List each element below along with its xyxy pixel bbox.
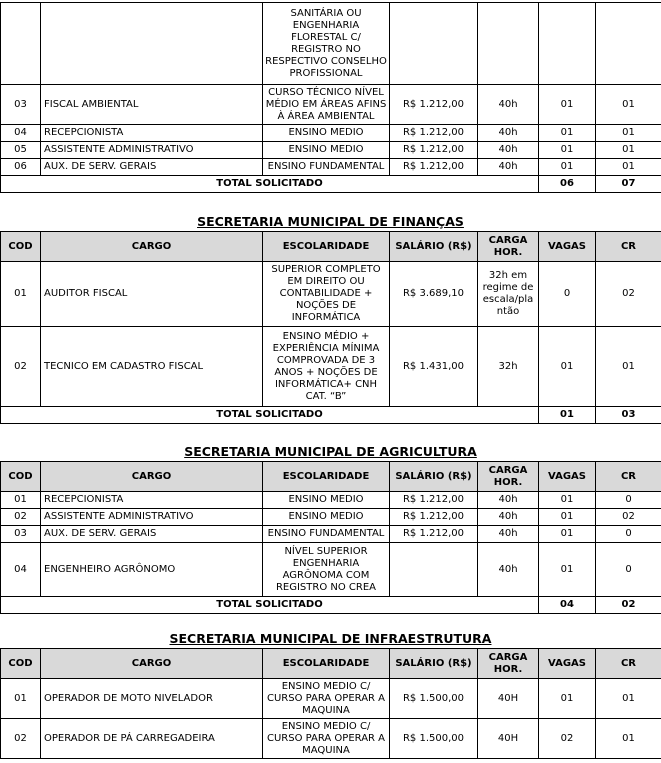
table-row xyxy=(1,492,661,509)
total-cr: 03 xyxy=(596,407,661,424)
salario-cell: R$ 1.212,00 xyxy=(390,85,478,125)
cargo-cell: RECEPCIONISTA xyxy=(41,125,263,142)
carga-cell: 40h xyxy=(478,526,539,543)
salario-cell: R$ 1.212,00 xyxy=(390,159,478,176)
escolaridade-cell: ENSINO MEDIO C/ CURSO PARA OPERAR A MAQUINA xyxy=(263,679,390,719)
cr-cell: 0 xyxy=(596,543,661,597)
cargo-cell: AUX. DE SERV. GERAIS xyxy=(41,526,263,543)
escolaridade-cell: SANITÁRIA OU ENGENHARIA FLORESTAL C/ REGISTRO NO RESPECTIVO CONSELHO PROFISSIONAL xyxy=(263,3,390,85)
carga-cell xyxy=(478,3,539,85)
carga-cell: 40h xyxy=(478,509,539,526)
cod-cell: 01 xyxy=(1,262,41,327)
section-title-agricultura: SECRETARIA MUNICIPAL DE AGRICULTURA xyxy=(184,444,477,459)
cr-cell: 01 xyxy=(596,159,661,176)
cr-cell: 01 xyxy=(596,142,661,159)
vagas-cell: 01 xyxy=(539,159,596,176)
total-label: TOTAL SOLICITADO xyxy=(1,407,539,424)
carga-cell: 32h xyxy=(478,327,539,407)
vagas-cell: 0 xyxy=(539,262,596,327)
cr-cell: 02 xyxy=(596,509,661,526)
vagas-cell: 01 xyxy=(539,327,596,407)
section-agricultura xyxy=(0,461,661,614)
header-salario: SALÁRIO (R$) xyxy=(390,462,478,492)
vagas-cell: 01 xyxy=(539,543,596,597)
vagas-cell: 01 xyxy=(539,526,596,543)
table-row xyxy=(1,159,661,176)
salario-cell: R$ 1.431,00 xyxy=(390,327,478,407)
table-infraestrutura xyxy=(0,648,661,759)
escolaridade-cell: ENSINO MEDIO xyxy=(263,509,390,526)
salario-cell: R$ 3.689,10 xyxy=(390,262,478,327)
escolaridade-cell: ENSINO MEDIO xyxy=(263,142,390,159)
vagas-cell: 01 xyxy=(539,509,596,526)
escolaridade-cell: ENSINO FUNDAMENTAL xyxy=(263,526,390,543)
table-row xyxy=(1,327,661,407)
carga-cell: 40h xyxy=(478,159,539,176)
header-row xyxy=(1,649,661,679)
header-cargo: CARGO xyxy=(41,462,263,492)
cargo-cell: ASSISTENTE ADMINISTRATIVO xyxy=(41,509,263,526)
table-financas xyxy=(0,231,661,424)
escolaridade-cell: ENSINO MEDIO xyxy=(263,492,390,509)
header-cr: CR xyxy=(596,649,661,679)
cr-cell: 01 xyxy=(596,719,661,759)
escolaridade-cell: ENSINO MEDIO xyxy=(263,125,390,142)
header-escolaridade: ESCOLARIDADE xyxy=(263,462,390,492)
total-label: TOTAL SOLICITADO xyxy=(1,597,539,614)
table-row xyxy=(1,719,661,759)
vagas-cell: 01 xyxy=(539,125,596,142)
header-carga: CARGA HOR. xyxy=(478,649,539,679)
total-row xyxy=(1,597,661,614)
carga-cell: 40h xyxy=(478,85,539,125)
escolaridade-cell: NÍVEL SUPERIOR ENGENHARIA AGRÔNOMA COM REGISTRO NO CREA xyxy=(263,543,390,597)
total-vagas: 04 xyxy=(539,597,596,614)
cr-cell: 01 xyxy=(596,679,661,719)
vagas-cell xyxy=(539,3,596,85)
carga-cell: 40h xyxy=(478,543,539,597)
vagas-cell: 01 xyxy=(539,679,596,719)
cod-cell: 05 xyxy=(1,142,41,159)
salario-cell: R$ 1.212,00 xyxy=(390,526,478,543)
escolaridade-cell: SUPERIOR COMPLETO EM DIREITO OU CONTABILIDADE + NOÇÕES DE INFORMÁTICA xyxy=(263,262,390,327)
cargo-cell: OPERADOR DE MOTO NIVELADOR xyxy=(41,679,263,719)
cr-cell: 01 xyxy=(596,85,661,125)
header-escolaridade: ESCOLARIDADE xyxy=(263,232,390,262)
cr-cell xyxy=(596,3,661,85)
vagas-cell: 01 xyxy=(539,85,596,125)
carga-cell: 40H xyxy=(478,679,539,719)
cod-cell: 04 xyxy=(1,543,41,597)
carga-cell: 40h xyxy=(478,492,539,509)
header-carga: CARGA HOR. xyxy=(478,462,539,492)
cargo-cell xyxy=(41,3,263,85)
total-vagas: 06 xyxy=(539,176,596,193)
escolaridade-cell: ENSINO MEDIO C/ CURSO PARA OPERAR A MAQUINA xyxy=(263,719,390,759)
cargo-cell: FISCAL AMBIENTAL xyxy=(41,85,263,125)
header-cargo: CARGO xyxy=(41,232,263,262)
carga-cell: 40h xyxy=(478,125,539,142)
cod-cell: 02 xyxy=(1,509,41,526)
total-cr: 02 xyxy=(596,597,661,614)
header-cr: CR xyxy=(596,232,661,262)
cr-cell: 02 xyxy=(596,262,661,327)
header-cargo: CARGO xyxy=(41,649,263,679)
cr-cell: 0 xyxy=(596,492,661,509)
cargo-cell: RECEPCIONISTA xyxy=(41,492,263,509)
header-carga: CARGA HOR. xyxy=(478,232,539,262)
table-row xyxy=(1,125,661,142)
cod-cell: 02 xyxy=(1,327,41,407)
header-vagas: VAGAS xyxy=(539,232,596,262)
carga-cell: 40H xyxy=(478,719,539,759)
total-vagas: 01 xyxy=(539,407,596,424)
cargo-cell: ENGENHEIRO AGRÔNOMO xyxy=(41,543,263,597)
carga-cell: 40h xyxy=(478,142,539,159)
cod-cell: 02 xyxy=(1,719,41,759)
section-financas xyxy=(0,231,661,424)
salario-cell: R$ 1.212,00 xyxy=(390,142,478,159)
salario-cell: R$ 1.212,00 xyxy=(390,125,478,142)
escolaridade-cell: ENSINO FUNDAMENTAL xyxy=(263,159,390,176)
cod-cell: 03 xyxy=(1,85,41,125)
header-cr: CR xyxy=(596,462,661,492)
table-row xyxy=(1,526,661,543)
salario-cell: R$ 1.500,00 xyxy=(390,719,478,759)
cargo-cell: AUX. DE SERV. GERAIS xyxy=(41,159,263,176)
vagas-cell: 01 xyxy=(539,492,596,509)
table-row xyxy=(1,679,661,719)
header-cod: COD xyxy=(1,462,41,492)
section-infraestrutura xyxy=(0,648,661,759)
cod-cell: 03 xyxy=(1,526,41,543)
header-cod: COD xyxy=(1,232,41,262)
cr-cell: 0 xyxy=(596,526,661,543)
total-row xyxy=(1,407,661,424)
carga-cell: 32h em regime de escala/pla ntão xyxy=(478,262,539,327)
vagas-cell: 02 xyxy=(539,719,596,759)
table-row xyxy=(1,543,661,597)
header-row xyxy=(1,232,661,262)
header-vagas: VAGAS xyxy=(539,462,596,492)
section-title-infraestrutura: SECRETARIA MUNICIPAL DE INFRAESTRUTURA xyxy=(169,631,492,646)
table-agricultura xyxy=(0,461,661,614)
escolaridade-cell: ENSINO MÉDIO + EXPERIÊNCIA MÍNIMA COMPROVADA DE 3 ANOS + NOÇÕES DE INFORMÁTICA+ CNH CAT. “B” xyxy=(263,327,390,407)
cod-cell: 06 xyxy=(1,159,41,176)
header-vagas: VAGAS xyxy=(539,649,596,679)
salario-cell: R$ 1.212,00 xyxy=(390,509,478,526)
cod-cell xyxy=(1,3,41,85)
header-escolaridade: ESCOLARIDADE xyxy=(263,649,390,679)
table-row xyxy=(1,262,661,327)
total-cr: 07 xyxy=(596,176,661,193)
cod-cell: 01 xyxy=(1,679,41,719)
total-label: TOTAL SOLICITADO xyxy=(1,176,539,193)
section-meio-ambiente-continuation xyxy=(0,2,661,193)
table-row xyxy=(1,142,661,159)
header-cod: COD xyxy=(1,649,41,679)
table-meio-ambiente xyxy=(0,2,661,193)
escolaridade-cell: CURSO TÉCNICO NÍVEL MÉDIO EM ÁREAS AFINS À ÁREA AMBIENTAL xyxy=(263,85,390,125)
header-salario: SALÁRIO (R$) xyxy=(390,649,478,679)
table-row xyxy=(1,85,661,125)
header-salario: SALÁRIO (R$) xyxy=(390,232,478,262)
salario-cell xyxy=(390,543,478,597)
cargo-cell: ASSISTENTE ADMINISTRATIVO xyxy=(41,142,263,159)
cr-cell: 01 xyxy=(596,125,661,142)
cr-cell: 01 xyxy=(596,327,661,407)
salario-cell: R$ 1.500,00 xyxy=(390,679,478,719)
cargo-cell: OPERADOR DE PÁ CARREGADEIRA xyxy=(41,719,263,759)
salario-cell: R$ 1.212,00 xyxy=(390,492,478,509)
table-row xyxy=(1,3,661,85)
total-row xyxy=(1,176,661,193)
cargo-cell: TECNICO EM CADASTRO FISCAL xyxy=(41,327,263,407)
cargo-cell: AUDITOR FISCAL xyxy=(41,262,263,327)
salario-cell xyxy=(390,3,478,85)
cod-cell: 04 xyxy=(1,125,41,142)
header-row xyxy=(1,462,661,492)
section-title-financas: SECRETARIA MUNICIPAL DE FINANÇAS xyxy=(197,214,464,229)
cod-cell: 01 xyxy=(1,492,41,509)
table-row xyxy=(1,509,661,526)
vagas-cell: 01 xyxy=(539,142,596,159)
